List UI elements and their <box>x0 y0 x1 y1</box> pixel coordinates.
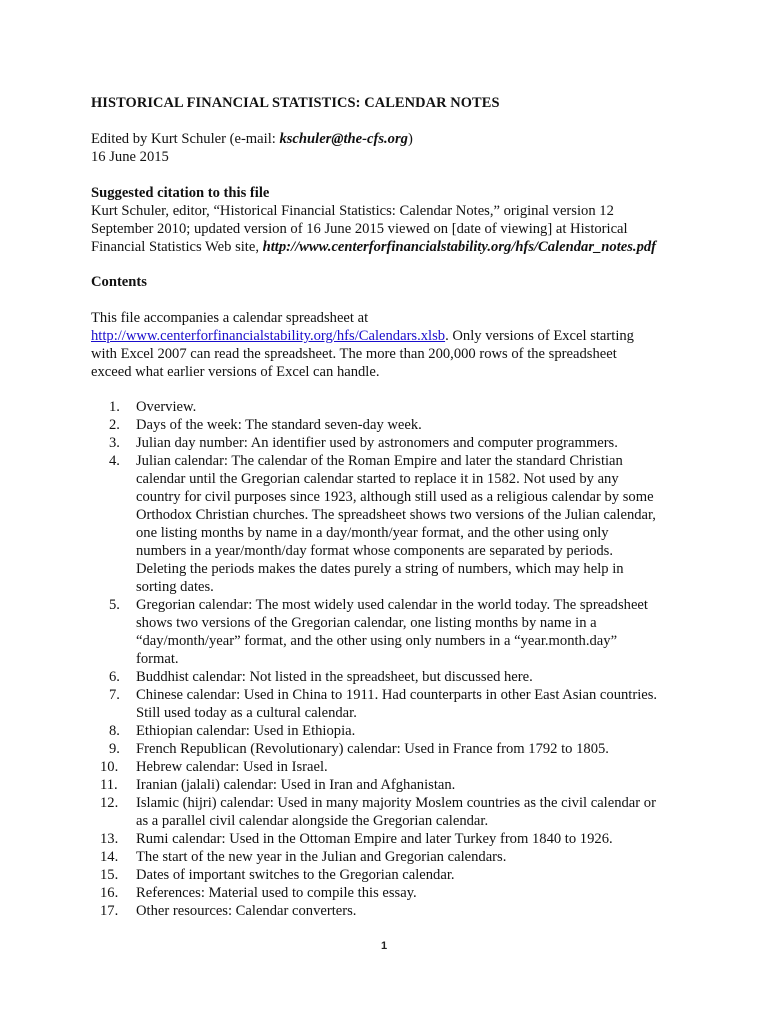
list-item-line: sorting dates. <box>136 579 214 595</box>
list-item-line: Julian calendar: The calendar of the Roman Empire and later the standard Christian <box>136 453 623 469</box>
list-item-line: Buddhist calendar: Not listed in the spreadsheet, but discussed here. <box>136 669 533 685</box>
list-item <box>91 398 691 416</box>
document-date: 16 June 2015 <box>91 149 169 165</box>
list-item <box>91 416 691 434</box>
list-item <box>91 884 691 902</box>
list-item-number: 16. <box>100 885 119 901</box>
list-item-line: one listing months by name in a day/month/year format, and the other using only <box>136 525 609 541</box>
list-item-line: calendar until the Gregorian calendar started to replace it in 1582. Not used by any <box>136 471 619 487</box>
list-item <box>91 830 691 848</box>
list-item-line: Hebrew calendar: Used in Israel. <box>136 759 328 775</box>
list-item-number: 2. <box>109 417 120 433</box>
list-item <box>91 794 691 830</box>
list-item-line: Gregorian calendar: The most widely used calendar in the world today. The spreadsheet <box>136 597 648 613</box>
intro-line <box>91 327 691 345</box>
list-item-line: country for civil purposes since 1923, although still used as a religious calendar by some <box>136 489 654 505</box>
list-item-number: 6. <box>109 669 120 685</box>
citation-line <box>91 238 691 256</box>
list-item-number: 12. <box>100 795 119 811</box>
editor-line <box>91 130 691 148</box>
list-item <box>91 722 691 740</box>
list-item-number: 8. <box>109 723 120 739</box>
list-item-line: French Republican (Revolutionary) calendar: Used in France from 1792 to 1805. <box>136 741 609 757</box>
list-item-line: Overview. <box>136 399 197 415</box>
list-item-number: 17. <box>100 903 119 919</box>
list-item <box>91 758 691 776</box>
list-item-line: Rumi calendar: Used in the Ottoman Empire and later Turkey from 1840 to 1926. <box>136 831 613 847</box>
list-item-number: 15. <box>100 867 119 883</box>
citation-text <box>91 202 691 256</box>
citation-url[interactable]: http://www.centerforfinancialstability.org/hfs/Calendar_notes.pdf <box>262 239 657 255</box>
list-item-line: Deleting the periods makes the dates purely a string of numbers, which may help in <box>136 561 624 577</box>
intro-suffix: . Only versions of Excel starting <box>445 328 634 344</box>
list-item <box>91 686 691 722</box>
spreadsheet-link[interactable]: http://www.centerforfinancialstability.org/hfs/Calendars.xlsb <box>91 328 446 344</box>
list-item-number: 13. <box>100 831 119 847</box>
list-item-number: 1. <box>109 399 120 415</box>
list-item-number: 7. <box>109 687 120 703</box>
intro-line: exceed what earlier versions of Excel can handle. <box>91 364 380 380</box>
editor-suffix: ) <box>407 131 413 147</box>
contents-list <box>91 398 691 920</box>
intro-paragraph <box>91 309 691 381</box>
editor-email[interactable]: kschuler@the-cfs.org <box>279 131 408 147</box>
document-title: HISTORICAL FINANCIAL STATISTICS: CALENDAR NOTES <box>91 95 500 111</box>
list-item-number: 14. <box>100 849 119 865</box>
list-item-line: Julian day number: An identifier used by astronomers and computer programmers. <box>136 435 618 451</box>
citation-line: September 2010; updated version of 16 June 2015 viewed on [date of viewing] at Historical <box>91 221 628 237</box>
citation-line: Kurt Schuler, editor, “Historical Financial Statistics: Calendar Notes,” original version 12 <box>91 203 614 219</box>
list-item-line: Other resources: Calendar converters. <box>136 903 357 919</box>
contents-heading: Contents <box>91 274 147 290</box>
list-item <box>91 902 691 920</box>
list-item-number: 11. <box>100 777 118 793</box>
list-item <box>91 452 691 596</box>
list-item-line: Still used today as a cultural calendar. <box>136 705 357 721</box>
list-item <box>91 596 691 668</box>
page-number: 1 <box>380 940 388 952</box>
list-item-line: Chinese calendar: Used in China to 1911. Had counterparts in other East Asian countries. <box>136 687 658 703</box>
list-item-line: format. <box>136 651 179 667</box>
list-item-number: 9. <box>109 741 120 757</box>
list-item-line: Ethiopian calendar: Used in Ethiopia. <box>136 723 356 739</box>
list-item-line: as a parallel civil calendar alongside the Gregorian calendar. <box>136 813 489 829</box>
list-item-line: Iranian (jalali) calendar: Used in Iran and Afghanistan. <box>136 777 456 793</box>
list-item-line: numbers in a year/month/day format whose components are separated by periods. <box>136 543 613 559</box>
list-item <box>91 740 691 758</box>
list-item <box>91 848 691 866</box>
list-item-line: shows two versions of the Gregorian calendar, one listing months by name in a <box>136 615 597 631</box>
list-item-number: 5. <box>109 597 120 613</box>
intro-line: This file accompanies a calendar spreadsheet at <box>91 310 369 326</box>
editor-prefix: Edited by Kurt Schuler (e-mail: <box>91 131 280 147</box>
list-item <box>91 668 691 686</box>
list-item <box>91 866 691 884</box>
list-item-number: 3. <box>109 435 120 451</box>
intro-line: with Excel 2007 can read the spreadsheet. The more than 200,000 rows of the spreadsheet <box>91 346 617 362</box>
list-item <box>91 776 691 794</box>
list-item-line: The start of the new year in the Julian and Gregorian calendars. <box>136 849 507 865</box>
list-item-line: “day/month/year” format, and the other using only numbers in a “year.month.day” <box>136 633 618 649</box>
citation-heading: Suggested citation to this file <box>91 185 270 201</box>
list-item-line: Days of the week: The standard seven-day week. <box>136 417 422 433</box>
list-item-line: Islamic (hijri) calendar: Used in many majority Moslem countries as the civil calendar or <box>136 795 656 811</box>
citation-prefix: Financial Statistics Web site, <box>91 239 263 255</box>
list-item-number: 4. <box>109 453 120 469</box>
list-item-line: References: Material used to compile this essay. <box>136 885 417 901</box>
list-item-line: Orthodox Christian churches. The spreadsheet shows two versions of the Julian calendar, <box>136 507 656 523</box>
list-item-number: 10. <box>100 759 119 775</box>
list-item-line: Dates of important switches to the Gregorian calendar. <box>136 867 455 883</box>
list-item <box>91 434 691 452</box>
